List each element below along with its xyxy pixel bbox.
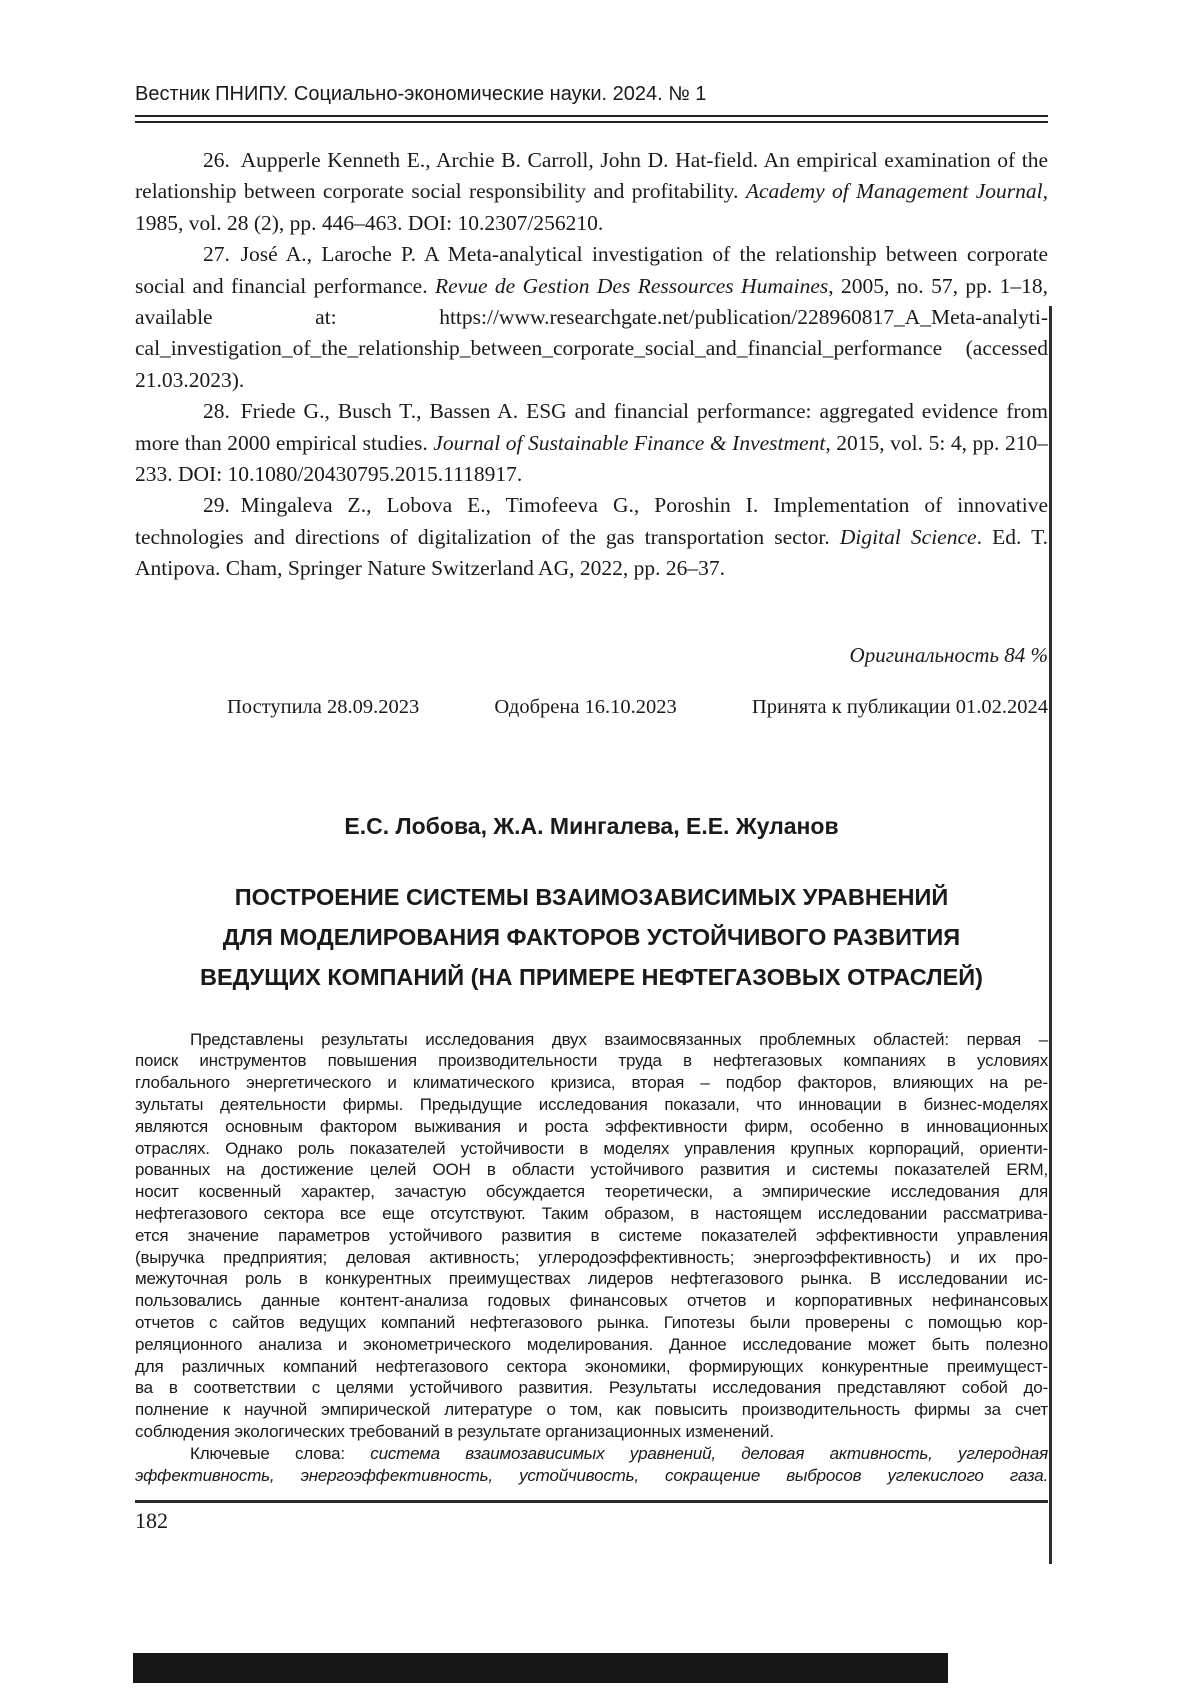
- article-title: [135, 877, 1048, 997]
- text-run: Ключевые слова:: [190, 1443, 371, 1463]
- header-double-rule: [135, 115, 1048, 123]
- text-line: нефтегазового сектора все еще отсутствуют. Таким образом, в настоящем исследовании рассматрива-: [135, 1204, 1048, 1224]
- date-accepted: Принята к публикации 01.02.2024: [751, 695, 1048, 718]
- text-line: полнение к научной эмпирической литературе о том, как повысить производительность фирмы за счет: [135, 1400, 1048, 1420]
- italic-text-run: эффективность, энергоэффективность, устойчивость, сокращение выбросов углекислого газа.: [135, 1465, 1048, 1485]
- keywords-text: [135, 1443, 1048, 1487]
- text-line: ПОСТРОЕНИЕ СИСТЕМЫ ВЗАИМОЗАВИСИМЫХ УРАВНЕНИЙ: [234, 883, 949, 910]
- text-line: поиск инструментов повышения производительности труда в нефтегазовых компаниях в условиях: [135, 1051, 1048, 1071]
- text-run: 28. Friede G., Busch T., Bassen A. ESG and financial performance: aggregated evidence from more than 2000 empirical studies.: [135, 399, 1048, 455]
- reference-item: [135, 490, 1048, 584]
- text-line: ва в соответствии с целями устойчивого развития. Результаты исследования представляют собой до-: [135, 1378, 1048, 1398]
- text-line: зультаты деятельности фирмы. Предыдущие исследования показали, что инновации в бизнес-моделях: [135, 1095, 1048, 1115]
- text-run: 29. Mingaleva Z., Lobova E., Timofeeva G., Poroshin I. Implementation of innovative technologies and directions of digitalization of the gas transportation sector.: [135, 493, 1048, 549]
- text-line: [135, 1465, 1048, 1487]
- date-approved: Одобрена 16.10.2023: [494, 695, 677, 718]
- text-line: [135, 1443, 1048, 1465]
- footer-rule: [135, 1500, 1048, 1503]
- originality-note: Оригинальность 84 %: [849, 642, 1048, 667]
- reference-item: [135, 239, 1048, 396]
- text-line: пользовались данные контент-анализа годовых финансовых отчетов и корпоративных нефинансовых: [135, 1291, 1048, 1311]
- reference-item: [135, 396, 1048, 490]
- text-run: 27. José A., Laroche P. A Meta-analytical investigation of the relationship between corporate social and financial performance.: [135, 242, 1048, 298]
- text-line: глобального энергетического и климатического кризиса, вторая – подбор факторов, влияющих на ре-: [135, 1073, 1048, 1093]
- text-line: рованных на достижение целей ООН в области устойчивого развития и системы показателей ERM,: [135, 1160, 1048, 1180]
- text-line: отраслях. Однако роль показателей устойчивости в моделях управления крупных корпораций, ориенти-: [135, 1138, 1048, 1158]
- text-line: межуточная роль в конкурентных преимуществах лидеров нефтегазового рынка. В исследовании ис-: [135, 1269, 1048, 1289]
- references-list: [135, 145, 1048, 585]
- authors-line: Е.С. Лобова, Ж.А. Мингалева, Е.Е. Жуланов: [344, 812, 839, 839]
- text-line: реляционного анализа и эконометрического моделирования. Данное исследование может быть полезно: [135, 1334, 1048, 1354]
- reference-item: [135, 145, 1048, 239]
- italic-text-run: система взаимозависимых уравнений, деловая активность, углеродная: [370, 1443, 1048, 1463]
- text-line: ется значение параметров устойчивого развития в системе показателей эффективности управления: [135, 1225, 1048, 1245]
- italic-text-run: Academy of Management Journal: [745, 179, 1043, 204]
- text-line: соблюдения экологических требований в результате организационных изменений.: [135, 1422, 774, 1442]
- text-line: отчетов с сайтов ведущих компаний нефтегазового рынка. Гипотезы были проверены с помощью кор-: [135, 1313, 1048, 1333]
- date-received: Поступила 28.09.2023: [227, 695, 420, 718]
- abstract-text: [135, 1029, 1048, 1443]
- italic-text-run: Revue de Gestion Des Ressources Humaines: [435, 273, 829, 298]
- page-number: 182: [135, 1508, 168, 1534]
- text-line: являются основным фактором выживания и роста эффективности фирм, особенно в инновационных: [135, 1116, 1048, 1136]
- text-run: . Ed. T. Antipova. Cham, Springer Nature Switzerland AG, 2022, pp. 26–37.: [135, 524, 1048, 581]
- text-line: (выручка предприятия; деловая активность; углеродоэффективность; энергоэффективность) и их про-: [135, 1247, 1048, 1267]
- italic-text-run: Digital Science: [839, 524, 977, 549]
- text-run: , 1985, vol. 28 (2), pp. 446–463. DOI: 10.2307/256210.: [135, 179, 1048, 235]
- text-line: носит косвенный характер, зачастую обсуждается теоретически, а эмпирические исследования для: [135, 1182, 1048, 1202]
- running-header: Вестник ПНИПУ. Социально-экономические науки. 2024. № 1: [135, 83, 707, 105]
- dates-row: [135, 694, 1048, 720]
- scan-shadow-bottom: [133, 1653, 948, 1683]
- text-run: 26. Aupperle Kenneth E., Archie B. Carroll, John D. Hat-field. An empirical examination of the relationship between corporate social responsibility and profitability.: [135, 148, 1048, 204]
- text-run: , 2005, no. 57, pp. 1–18, available at: https://www.researchgate.net/publication/228960817_A_Meta-analyti-cal_investigation_of_the_relationship_between_corporate_social_and_financial_performance (accessed 21.03.2023).: [135, 273, 1048, 392]
- text-line: Представлены результаты исследования двух взаимосвязанных проблемных областей: первая –: [190, 1029, 1048, 1049]
- text-run: , 2015, vol. 5: 4, pp. 210–233. DOI: 10.1080/20430795.2015.1118917.: [135, 430, 1048, 487]
- scan-edge-right: [1049, 306, 1052, 1564]
- text-line: для различных компаний нефтегазового сектора экономики, формирующих конкурентные преимущест-: [135, 1356, 1048, 1376]
- text-line: ДЛЯ МОДЕЛИРОВАНИЯ ФАКТОРОВ УСТОЙЧИВОГО РАЗВИТИЯ: [222, 923, 961, 950]
- text-line: ВЕДУЩИХ КОМПАНИЙ (НА ПРИМЕРЕ НЕФТЕГАЗОВЫХ ОТРАСЛЕЙ): [200, 963, 983, 990]
- italic-text-run: Journal of Sustainable Finance & Investment: [433, 430, 826, 455]
